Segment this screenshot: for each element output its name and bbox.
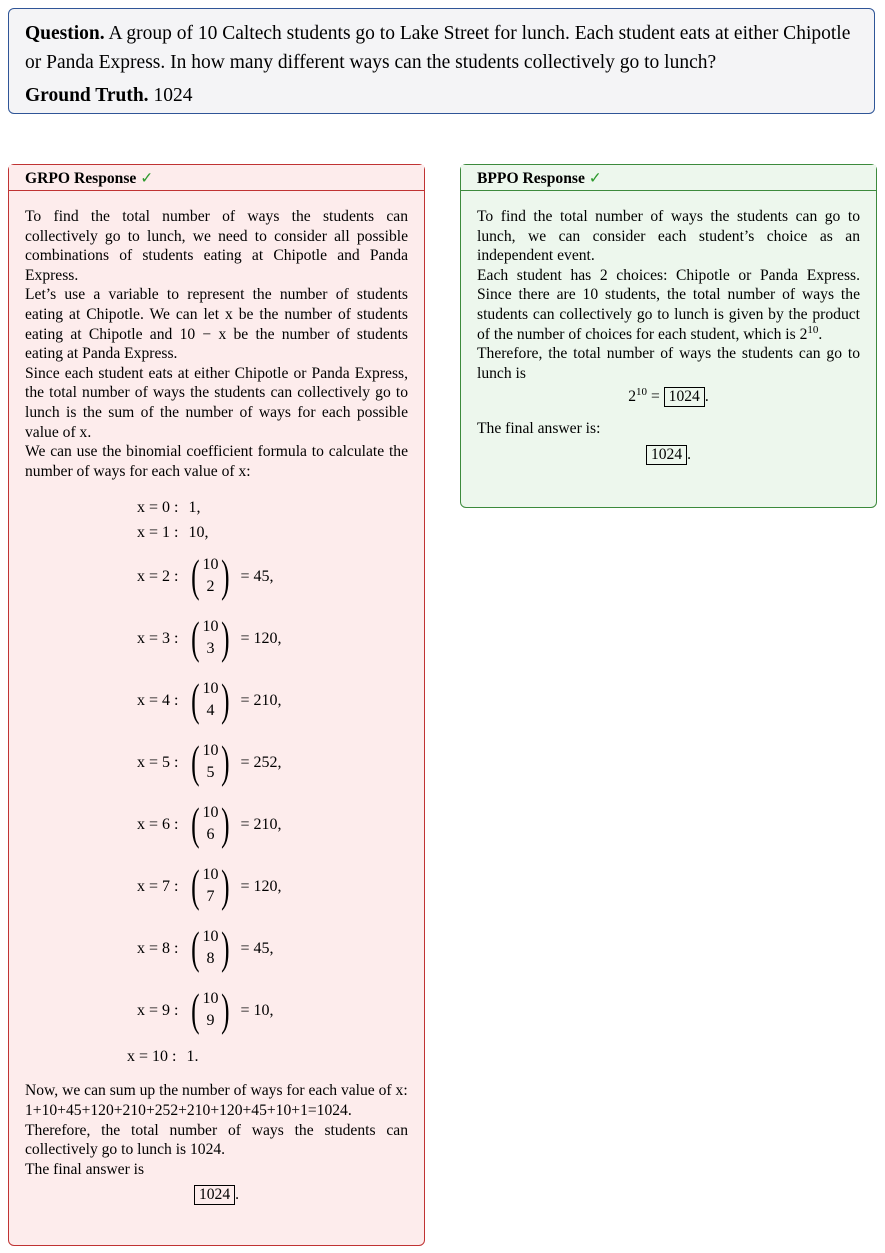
equation-row bbox=[25, 520, 408, 545]
binomial-top: 10 bbox=[202, 618, 219, 636]
grpo-response-panel bbox=[8, 164, 425, 1246]
left-paren: ( bbox=[191, 860, 201, 912]
binomial-coefficient bbox=[188, 984, 232, 1036]
equation-lhs: x = 0 : bbox=[137, 499, 179, 517]
bppo-answer-dot: . bbox=[687, 445, 692, 463]
question-line bbox=[25, 19, 858, 77]
equation-rhs: = 252, bbox=[240, 753, 282, 771]
right-paren: ) bbox=[221, 984, 231, 1036]
bppo-header bbox=[461, 165, 876, 191]
equation-rhs: 10, bbox=[188, 524, 209, 542]
binomial-stack bbox=[202, 740, 218, 784]
equation-lhs: x = 1 : bbox=[137, 524, 179, 542]
grpo-paragraph-4: We can use the binomial coefficient formula to calculate the number of ways for each value of x: bbox=[25, 443, 408, 480]
equation-rhs: = 10, bbox=[240, 1001, 274, 1019]
binomial-coefficient bbox=[188, 612, 232, 664]
equation-row bbox=[25, 495, 408, 520]
binomial-coefficient bbox=[188, 922, 232, 974]
question-label: Question. bbox=[25, 23, 105, 44]
right-paren: ) bbox=[221, 736, 231, 788]
equation-rhs: 1, bbox=[188, 499, 201, 517]
equation-lhs: x = 8 : bbox=[137, 939, 179, 957]
binomial-bottom: 3 bbox=[206, 640, 215, 658]
binomial-stack bbox=[202, 864, 218, 908]
left-paren: ( bbox=[191, 798, 201, 850]
equation-lhs: x = 7 : bbox=[137, 877, 179, 895]
grpo-final-answer-row bbox=[25, 1185, 408, 1205]
grpo-header bbox=[9, 165, 424, 191]
binomial-top: 10 bbox=[202, 742, 219, 760]
equation-row bbox=[25, 669, 408, 731]
bppo-p2-text: Each student has 2 choices: Chipotle or Panda Express. Since there are 10 students, the total number of ways the students can collectively go to lunch is given by the product of the number of choices for each student, which is 2 bbox=[477, 266, 860, 343]
equation-rhs: = 120, bbox=[240, 877, 282, 895]
equation-rhs: 1. bbox=[186, 1047, 199, 1065]
equation-row bbox=[25, 855, 408, 917]
equation-rhs: = 210, bbox=[240, 691, 282, 709]
binomial-stack bbox=[202, 616, 218, 660]
bppo-paragraph-2 bbox=[477, 266, 860, 344]
bppo-title: BPPO Response bbox=[477, 170, 585, 187]
binomial-equations bbox=[25, 495, 408, 1071]
right-paren: ) bbox=[221, 860, 231, 912]
bppo-body bbox=[461, 191, 876, 465]
bppo-eq-boxed-answer: 1024 bbox=[664, 387, 705, 407]
binomial-bottom: 9 bbox=[206, 1012, 215, 1030]
question-box bbox=[8, 8, 875, 114]
binomial-coefficient bbox=[188, 674, 232, 726]
equation-rhs: = 45, bbox=[240, 567, 274, 585]
grpo-boxed-answer: 1024 bbox=[194, 1185, 235, 1205]
equation-lhs: x = 2 : bbox=[137, 567, 179, 585]
grpo-paragraph-1: To find the total number of ways the students can collectively go to lunch, we need to consider all possible combinations of students eating at Chipotle and Panda Express. bbox=[25, 208, 408, 284]
binomial-stack bbox=[202, 988, 218, 1032]
left-paren: ( bbox=[191, 612, 201, 664]
equation-row bbox=[25, 607, 408, 669]
grpo-answer-dot: . bbox=[235, 1186, 240, 1204]
grpo-sum-line: 1+10+45+120+210+252+210+120+45+10+1=1024. bbox=[25, 1101, 352, 1119]
equation-row bbox=[25, 731, 408, 793]
bppo-eq-exponent: 10 bbox=[636, 386, 648, 399]
bppo-eq-base: 2 bbox=[628, 388, 637, 406]
binomial-stack bbox=[202, 678, 218, 722]
equation-row bbox=[25, 545, 408, 607]
bppo-eq-dot: . bbox=[704, 388, 709, 406]
equation-lhs: x = 9 : bbox=[137, 1001, 179, 1019]
left-paren: ( bbox=[191, 736, 201, 788]
binomial-stack bbox=[202, 802, 218, 846]
binomial-stack bbox=[202, 554, 218, 598]
equation-rhs: = 120, bbox=[240, 629, 282, 647]
ground-truth-label: Ground Truth. bbox=[25, 85, 149, 106]
bppo-eq-equals: = bbox=[647, 388, 664, 406]
grpo-paragraph-3: Since each student eats at either Chipotle or Panda Express, the total number of ways the students can collectively go to lunch is the sum of the number of ways for each possible value of x. bbox=[25, 364, 408, 441]
equation-lhs: x = 10 : bbox=[127, 1047, 177, 1065]
binomial-bottom: 5 bbox=[206, 764, 215, 782]
ground-truth-value: 1024 bbox=[153, 85, 193, 106]
bppo-paragraph-1: To find the total number of ways the students can go to lunch, we can consider each student’s choice as an independent event. bbox=[477, 208, 860, 265]
binomial-coefficient bbox=[188, 550, 232, 602]
binomial-top: 10 bbox=[202, 990, 219, 1008]
equation-row bbox=[25, 1041, 408, 1071]
binomial-coefficient bbox=[188, 736, 232, 788]
bppo-p2-exponent: 10 bbox=[807, 323, 819, 336]
grpo-paragraph-7: Therefore, the total number of ways the students can collectively go to lunch is 1024. bbox=[25, 1121, 408, 1159]
equation-lhs: x = 5 : bbox=[137, 753, 179, 771]
bppo-paragraph-3: Therefore, the total number of ways the students can go to lunch is bbox=[477, 345, 860, 382]
binomial-coefficient bbox=[188, 798, 232, 850]
question-text: A group of 10 Caltech students go to Lake Street for lunch. Each student eats at either Chipotle or Panda Express. In how many different ways can the students collectively go to lunch? bbox=[25, 23, 851, 73]
grpo-paragraph-5: Now, we can sum up the number of ways for each value of x: bbox=[25, 1082, 408, 1100]
left-paren: ( bbox=[191, 984, 201, 1036]
equation-rhs: = 210, bbox=[240, 815, 282, 833]
right-paren: ) bbox=[221, 612, 231, 664]
bppo-response-panel bbox=[460, 164, 877, 508]
check-icon: ✓ bbox=[588, 170, 602, 187]
binomial-bottom: 4 bbox=[206, 702, 215, 720]
binomial-top: 10 bbox=[202, 556, 219, 574]
left-paren: ( bbox=[191, 922, 201, 974]
bppo-final-answer-row bbox=[477, 445, 860, 465]
equation-lhs: x = 4 : bbox=[137, 691, 179, 709]
binomial-bottom: 2 bbox=[206, 578, 215, 596]
equation-rhs: = 45, bbox=[240, 939, 274, 957]
grpo-body bbox=[9, 191, 424, 1205]
grpo-final-label: The final answer is bbox=[25, 1160, 145, 1178]
equation-row bbox=[25, 917, 408, 979]
binomial-top: 10 bbox=[202, 928, 219, 946]
left-paren: ( bbox=[191, 550, 201, 602]
binomial-stack bbox=[202, 926, 218, 970]
grpo-title: GRPO Response bbox=[25, 170, 137, 187]
equation-row bbox=[25, 979, 408, 1041]
bppo-equation bbox=[477, 387, 860, 407]
equation-lhs: x = 6 : bbox=[137, 815, 179, 833]
binomial-bottom: 7 bbox=[206, 888, 215, 906]
binomial-top: 10 bbox=[202, 866, 219, 884]
check-icon: ✓ bbox=[140, 170, 154, 187]
right-paren: ) bbox=[221, 798, 231, 850]
right-paren: ) bbox=[221, 674, 231, 726]
equation-lhs: x = 3 : bbox=[137, 629, 179, 647]
left-paren: ( bbox=[191, 674, 201, 726]
bppo-p2-end: . bbox=[818, 325, 823, 343]
binomial-top: 10 bbox=[202, 680, 219, 698]
binomial-bottom: 6 bbox=[206, 826, 215, 844]
bppo-boxed-answer: 1024 bbox=[646, 445, 687, 465]
grpo-paragraph-2: Let’s use a variable to represent the number of students eating at Chipotle. We can let x be the number of students eating at Chipotle and 10 − x be the number of students eating at Panda Express. bbox=[25, 286, 408, 363]
right-paren: ) bbox=[221, 550, 231, 602]
equation-row bbox=[25, 793, 408, 855]
bppo-final-label: The final answer is: bbox=[477, 420, 601, 438]
binomial-top: 10 bbox=[202, 804, 219, 822]
binomial-bottom: 8 bbox=[206, 950, 215, 968]
binomial-coefficient bbox=[188, 860, 232, 912]
right-paren: ) bbox=[221, 922, 231, 974]
ground-truth-line bbox=[25, 81, 858, 110]
